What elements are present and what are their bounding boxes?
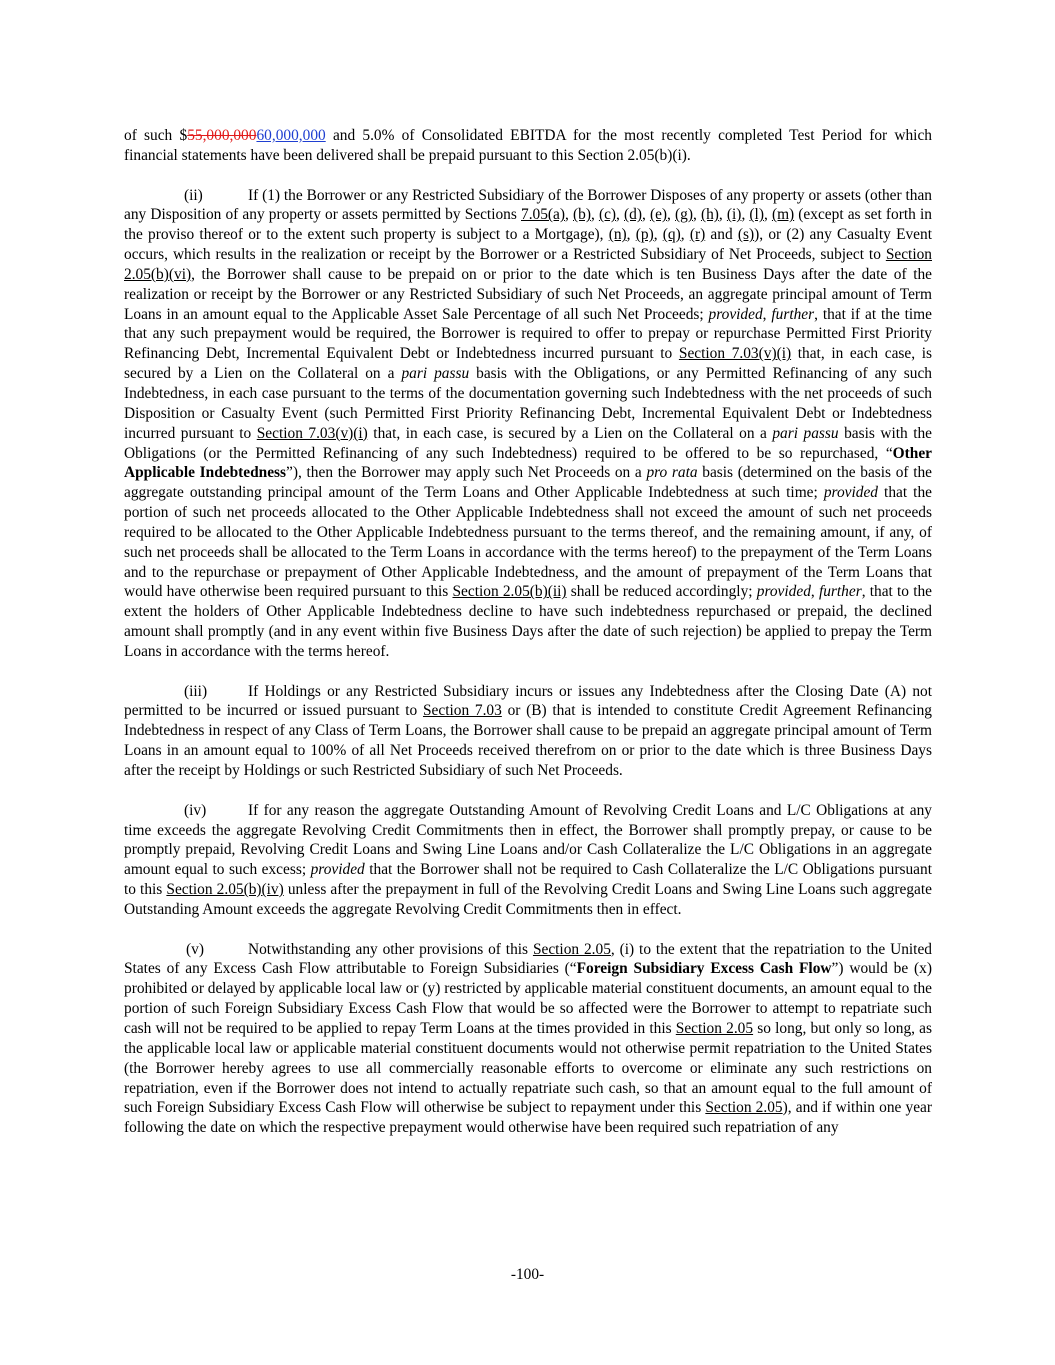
text-run: , (i) to the extent that the repatriation to the United States of any Excess Cash Flow attributable to Foreign Subsidiaries (“ xyxy=(124,940,932,978)
italic-term: provided xyxy=(310,861,365,879)
text-run: , that to the extent the holders of Other Applicable Indebtedness decline to have such indebtedness repurchased or prepaid, the declined amount shall promptly (and in any event within five Business Days after the date of such rejection) be applied to prepay the Term Loans in accordance with the terms hereof. xyxy=(124,583,932,660)
text-run: Notwithstanding any other provisions of this xyxy=(248,940,533,958)
paragraph-b-ii: (ii) If (1) the Borrower or any Restricted Subsidiary of the Borrower Disposes of any property or assets (other than any Disposition of any property or assets permitted by Sections 7.05(a), (b), (c), (d), (e), (g), (h), (i), (l), (m) (except as set forth in the proviso thereof or to the extent such property is subject to a Mortgage), (n), (p), (q), (r) and (s)), or (2) any Casualty Event occurs, which results in the realization or receipt by the Borrower or a Restricted Subsidiary of Net Proceeds, subject to Section 2.05(b)(vi), the Borrower shall cause to be prepaid on or prior to the date which is ten Business Days after the date of the realization or receipt by the Borrower or any Restricted Subsidiary of such Net Proceeds, an aggregate principal amount of Term Loans in an amount equal to the Applicable Asset Sale Percentage of all such Net Proceeds; provided, further, that if at the time that any such prepayment would be required, the Borrower is required to offer to prepay or repurchase Permitted First Priority Refinancing Debt, Incremental Equivalent Debt or Indebtedness incurred pursuant to Section 7.03(v)(i) that, in each case, is secured by a Lien on the Collateral on a pari passu basis with the Obligations, or any Permitted Refinancing of any such Indebtedness, in each case pursuant to the terms of the documentation governing such Indebtedness with the net proceeds of such Disposition or Casualty Event (such Permitted First Priority Refinancing Debt, Incremental Equivalent Debt or Indebtedness incurred pursuant to Section 7.03(v)(i) that, in each case, is secured by a Lien on the Collateral on a pari passu basis with the Obligations (or the Permitted Refinancing of any such Indebtedness) required to be offered to be so repurchased, “Other Applicable Indebtedness”), then the Borrower may apply such Net Proceeds on a pro rata basis (determined on the basis of the aggregate outstanding principal amount of the Term Loans and Other Applicable Indebtedness at such time; provided that the portion of such net proceeds allocated to the Other Applicable Indebtedness shall not exceed the amount of such net proceeds required to be allocated to the Other Applicable Indebtedness pursuant to the terms thereof, and the remaining amount, if any, of such net proceeds shall be allocated to the Term Loans in accordance with the terms hereof) to the prepayment of the Term Loans and to the repurchase or prepayment of Other Applicable Indebtedness, and the amount of prepayment of the Term Loans that would have otherwise been required pursuant to this Section 2.05(b)(ii) shall be reduced accordingly; provided, further, that to the extent the holders of Other Applicable Indebtedness decline to have such indebtedness repurchased or prepaid, the declined amount shall promptly (and in any event within five Business Days after the date of such rejection) be applied to prepay the Term Loans in accordance with the terms hereof. xyxy=(124,186,933,660)
section-ref: (c) xyxy=(598,206,617,224)
italic-term: provided xyxy=(756,583,811,601)
text-run: (except as set forth in the proviso thereof or to the extent such property is subject to a Mortgage), xyxy=(124,206,932,244)
section-ref: (g) xyxy=(675,206,693,224)
clause-number: (iii) xyxy=(184,682,208,700)
section-ref: (q) xyxy=(662,226,681,244)
section-ref: Section 2.05 xyxy=(532,940,611,958)
text-run: of such $ xyxy=(124,127,188,144)
paragraph-b-iv xyxy=(124,801,932,920)
section-ref: Section 2.05(b)(iv) xyxy=(166,881,284,899)
text-run: that, in each case, is secured by a Lien on the Collateral on a xyxy=(367,424,773,442)
inserted-amount: 60,000,000 xyxy=(256,127,326,144)
text-run: shall be reduced accordingly; xyxy=(566,583,757,601)
text-run: If Holdings or any Restricted Subsidiary incurs or issues any Indebtedness after the Closing Date (A) not permitted to be incurred or issued pursuant to xyxy=(124,682,932,720)
italic-term: pro rata xyxy=(646,464,698,482)
text-run: that, in each case, is secured by a Lien on the Collateral on a xyxy=(124,345,932,383)
section-ref: Section 7.03(v)(i) xyxy=(678,345,792,363)
section-ref: 7.05(a) xyxy=(521,206,566,224)
section-ref: (m) xyxy=(771,206,795,224)
text-run: that the Borrower shall not be required to Cash Collateralize the L/C Obligations pursuant to this xyxy=(124,861,932,899)
italic-term: provided xyxy=(823,484,878,502)
section-ref: (p) xyxy=(635,226,654,244)
page-number: -100- xyxy=(510,1266,545,1283)
paragraph-b-v xyxy=(124,940,932,1138)
italic-term: provided xyxy=(708,305,763,323)
text-run: basis (determined on the basis of the aggregate outstanding principal amount of the Term Loans and Other Applicable Indebtedness at such time; xyxy=(124,464,933,502)
text-run: basis with the Obligations, or any Permitted Refinancing of any such Indebtedness, in each case pursuant to the terms of the documentation governing such Indebtedness with the net proceeds of such Disposition or Casualty Event (such Permitted First Priority Refinancing Debt, Incremental Equivalent Debt or Indebtedness incurred pursuant to xyxy=(124,365,933,442)
section-ref: (l) xyxy=(749,206,764,224)
text-run: If for any reason the aggregate Outstanding Amount of Revolving Credit Loans and L/C Obligations at any time exceeds the aggregate Revolving Credit Commitments then in effect, the Borrower shall promptly prepay, or cause to be promptly prepaid, Revolving Credit Loans and Swing Line Loans and/or Cash Collateralize the L/C Obligations in an aggregate amount equal to such excess; xyxy=(124,801,932,879)
section-ref: Section 2.05 xyxy=(675,1019,754,1037)
section-ref: Section 7.03 xyxy=(422,702,502,720)
section-ref: Section 7.03(v)(i) xyxy=(256,424,368,442)
section-ref: (d) xyxy=(624,206,642,224)
section-ref: (s) xyxy=(737,226,755,244)
section-ref: (b) xyxy=(573,206,591,224)
section-ref: (r) xyxy=(689,226,706,244)
text-run: or (B) that is intended to constitute Credit Agreement Refinancing Indebtedness in respect of any Class of Term Loans, the Borrower shall cause to be prepaid an aggregate principal amount of Term Loans in an amount equal to 100% of all Net Proceeds received therefrom on or prior to the date which is three Business Days after the receipt by Holdings or such Restricted Subsidiary of such Net Proceeds. xyxy=(124,702,932,779)
text-run: , that if at the time that any such prepayment would be required, the Borrower is required to offer to prepay or repurchase Permitted First Priority Refinancing Debt, Incremental Equivalent Debt or Indebtedness incurred pursuant to xyxy=(124,305,932,363)
deleted-amount: 55,000,000 xyxy=(187,127,257,144)
section-ref: (i) xyxy=(726,206,742,224)
italic-term: further xyxy=(818,583,862,601)
text-run: ), and if within one year following the date on which the respective prepayment would otherwise have been required such repatriation of any xyxy=(124,1099,933,1137)
section-ref: (n) xyxy=(608,226,627,244)
clause-number: (v) xyxy=(186,940,204,958)
text-run: unless after the prepayment in full of the Revolving Credit Loans and Swing Line Loans such aggregate Outstanding Amount exceeds the aggregate Revolving Credit Commitments then in effect. xyxy=(124,881,932,918)
text-run: If (1) the Borrower or any Restricted Subsidiary of the Borrower Disposes of any property or assets (other than any Disposition of any property or assets permitted by Sections xyxy=(124,186,932,224)
italic-term: further xyxy=(771,305,815,323)
text-run: ), or (2) any Casualty Event occurs, which results in the realization or receipt by the Borrower or a Restricted Subsidiary of Net Proceeds, subject to xyxy=(124,226,932,264)
defined-term: Foreign Subsidiary Excess Cash Flow xyxy=(576,960,832,978)
text-run: ”) would be (x) prohibited or delayed by applicable local law or (y) restricted by applicable material constituent documents, an amount equal to the portion of such Foreign Subsidiary Excess Cash Flow that would be so affected were the Borrower to attempt to repatriate such cash will not be required to be applied to repay Term Loans at the times provided in this xyxy=(124,960,932,1037)
text-run: basis with the Obligations (or the Permitted Refinancing of any such Indebtedness) required to be offered to be so repurchased, “ xyxy=(124,424,932,462)
paragraph-b-iii xyxy=(124,682,932,781)
text-run: and 5.0% of Consolidated EBITDA for the most recently completed Test Period for which financial statements have been delivered shall be prepaid pursuant to this Section 2.05(b)(i). xyxy=(124,127,932,164)
section-ref: Section 2.05(b)(ii) xyxy=(452,583,567,601)
clause-number: (ii) xyxy=(184,186,203,204)
italic-term: pari passu xyxy=(401,365,470,383)
clause-number: (iv) xyxy=(184,801,207,819)
defined-term: Other Applicable Indebtedness xyxy=(124,444,932,482)
italic-term: pari passu xyxy=(772,424,839,442)
section-ref: (e) xyxy=(649,206,668,224)
section-ref: Section 2.05 xyxy=(705,1099,783,1117)
section-ref: (h) xyxy=(700,206,719,224)
text-run: so long, but only so long, as the applicable local law or applicable material constituent documents would not otherwise permit repatriation to the United States (the Borrower hereby agrees to use all commercially reasonable efforts to overcome or eliminate any such restrictions on repatriation, even if the Borrower does not intend to actually repatriate such cash, so that an amount equal to the full amount of such Foreign Subsidiary Excess Cash Flow will otherwise be subject to repayment under this xyxy=(124,1019,933,1117)
page-body xyxy=(124,126,932,1138)
text-run: that the portion of such net proceeds allocated to the Other Applicable Indebtedness shall not exceed the amount of such net proceeds required to be allocated to the Other Applicable Indebtedness pursuant to the terms thereof, and the remaining amount, if any, of such net proceeds shall be allocated to the Term Loans in accordance with the terms hereof) to the prepayment of the Term Loans and to the repurchase or prepayment of Other Applicable Indebtedness, and the amount of prepayment of the Term Loans that would have otherwise been required pursuant to this xyxy=(124,484,932,601)
section-ref: Section 2.05(b)(vi) xyxy=(124,246,932,283)
text-run: , the Borrower shall cause to be prepaid on or prior to the date which is ten Business Days after the date of the realization or receipt by the Borrower or any Restricted Subsidiary of such Net Proceeds, an aggregate principal amount of Term Loans in an amount equal to the Applicable Asset Sale Percentage of all such Net Proceeds; xyxy=(124,265,932,323)
paragraph-b-i-continued xyxy=(124,126,932,166)
text-run: ”), then the Borrower may apply such Net Proceeds on a xyxy=(286,464,647,482)
